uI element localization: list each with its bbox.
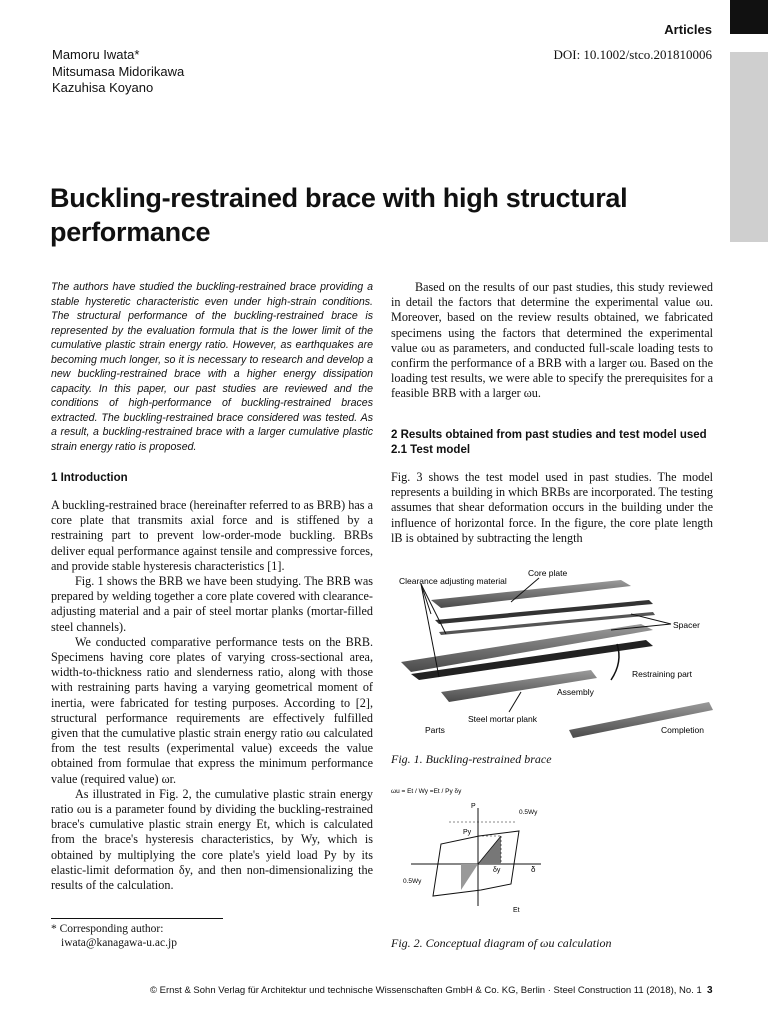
section-2-body bbox=[391, 470, 713, 546]
energy-area-negative bbox=[461, 864, 478, 890]
paragraph: Fig. 3 shows the test model used in past studies. The model represents a building in which BRBs are incorporated. The testing assumes that shear deformation occurs in the building under the influence of horizontal force. In the figure, the core plate length lB is obtained by subtracting the length bbox=[391, 470, 713, 545]
label-clearance: Clearance adjusting material bbox=[399, 576, 507, 586]
label-p: P bbox=[471, 803, 476, 810]
paragraph: We conducted comparative performance tests on the BRB. Specimens having core plates of varying cross-sectional area, width-to-thickness ratio and slenderness ratio, along with those with restraining parts having a varying geometrical moment of inertia, were fabricated for testing purposes. According to [2], structural performance requirements are effectively fulfilled given that the cumulative plastic strain energy ratio ωu calculated from the test results (experimental value) exceeds the value obtained from formulae that express the minimum performance value (required value) ωr. bbox=[51, 634, 373, 786]
leader-line bbox=[509, 692, 521, 712]
abstract: The authors have studied the buckling-restrained brace providing a stable hysteretic characteristic even under high-strain conditions. The structural performance of the buckling-restrained brace is represented by the evaluation formula that is the lower limit of the cumulative plastic strain energy ratio. However, as earthquakes are becoming much longer, so it is necessary to research and develop a new buckling-restrained brace with a higher energy dissipation capacity. In this paper, our past studies are reviewed and the conditions of high-performance of buckling-restrained braces extracted. The buckling-restrained brace considered was tested. As a result, a buckling-restrained brace with a larger cumulative plastic strain energy ratio is proposed. bbox=[51, 281, 373, 453]
figure-1 bbox=[391, 562, 713, 742]
subsection-title: 2.1 Test model bbox=[391, 444, 471, 456]
author: Mamoru Iwata* bbox=[52, 47, 140, 62]
article-title: Buckling-restrained brace with high structural performance bbox=[50, 183, 628, 247]
author: Mitsumasa Midorikawa bbox=[52, 63, 185, 79]
leader-line bbox=[421, 584, 446, 634]
label-core-plate: Core plate bbox=[528, 568, 568, 578]
paragraph: As illustrated in Fig. 2, the cumulative plastic strain energy ratio ωu is a parameter found by dividing the buckling-restrained brace's cumulative plastic strain energy Et, which is calculated from the brace's hysteresis characteristics, by Wy, which is obtained by multiplying the core plate's yield load Py by its elastic-limit deformation δy, and then non-dimensionalizing the results of the calculation. bbox=[51, 786, 373, 893]
label-assembly: Assembly bbox=[557, 687, 594, 697]
black-edge-tab bbox=[730, 0, 768, 34]
page-number: 3 bbox=[707, 985, 713, 996]
right-column-intro bbox=[391, 280, 713, 402]
paragraph: A buckling-restrained brace (hereinafter referred to as BRB) has a core plate that transmits axial force and is stiffened by a restraining part to prevent low-order-mode buckling. BRBs deliver equal performance against tensile and compressive forces, and provide stable hysteresis characteristics [1]. bbox=[51, 498, 373, 573]
label-dy: δy bbox=[493, 867, 501, 874]
leader-line bbox=[631, 614, 671, 624]
author: Kazuhisa Koyano bbox=[52, 80, 154, 95]
section-heading-introduction: 1 Introduction bbox=[51, 472, 128, 484]
label-half-wy-top: 0.5Wy bbox=[519, 809, 538, 816]
section-heading-2 bbox=[391, 428, 713, 458]
figure-2 bbox=[391, 786, 561, 914]
label-steel-mortar-plank: Steel mortar plank bbox=[468, 714, 537, 724]
paragraph: Fig. 1 shows the BRB we have been studying. The BRB was prepared by welding together a core plate covered with clearance-adjusting material and a pair of steel mortar planks (mortar-filled steel channels). bbox=[51, 574, 373, 634]
footnote bbox=[51, 922, 177, 950]
author-list bbox=[52, 47, 184, 97]
figure-1-caption: Fig. 1. Buckling-restrained brace bbox=[391, 752, 552, 766]
label-restraining-part: Restraining part bbox=[632, 669, 693, 679]
section-label: Articles bbox=[664, 22, 712, 37]
section-title: 2 Results obtained from past studies and test model used bbox=[391, 429, 707, 441]
formula: ωu = Et / Wy =Et / Py δy bbox=[391, 788, 462, 795]
steel-mortar-plank-bottom bbox=[441, 670, 597, 702]
label-half-wy-left: 0.5Wy bbox=[403, 878, 422, 885]
figure-2-caption: Fig. 2. Conceptual diagram of ωu calculation bbox=[391, 936, 612, 950]
paragraph: Based on the results of our past studies, this study reviewed in detail the factors that determine the experimental value ωu. Moreover, based on the review results obtained, we fabricated specimens using the factors that determined the experimental value ωu as parameters, and conducted full-scale loading tests to confirm the performance of a BRB with a larger ωu. Based on the loading test results, we were able to specify the prerequisites for a feasible BRB with a larger ωu. bbox=[391, 280, 713, 401]
label-spacer: Spacer bbox=[673, 620, 700, 630]
label-completion: Completion bbox=[661, 725, 704, 735]
label-et: Et bbox=[513, 907, 520, 914]
label-parts: Parts bbox=[425, 725, 445, 735]
grey-edge-tab bbox=[730, 52, 768, 242]
corresponding-email[interactable]: iwata@kanagawa-u.ac.jp bbox=[61, 937, 177, 949]
hysteresis-diagram bbox=[391, 786, 561, 914]
label-delta: δ bbox=[531, 865, 536, 874]
label-py: Py bbox=[463, 829, 472, 836]
abstract-block bbox=[51, 280, 373, 454]
page-footer: © Ernst & Sohn Verlag für Architektur und technische Wissenschaften GmbH & Co. KG, Berlin · Steel Construction 11 (2018), No. 1 bbox=[150, 985, 702, 996]
footnote-label: * Corresponding author: bbox=[51, 923, 164, 935]
doi[interactable]: DOI: 10.1002/stco.201810006 bbox=[553, 47, 712, 62]
brb-illustration bbox=[391, 562, 713, 742]
footnote-divider bbox=[51, 918, 223, 919]
introduction-body bbox=[51, 498, 373, 893]
